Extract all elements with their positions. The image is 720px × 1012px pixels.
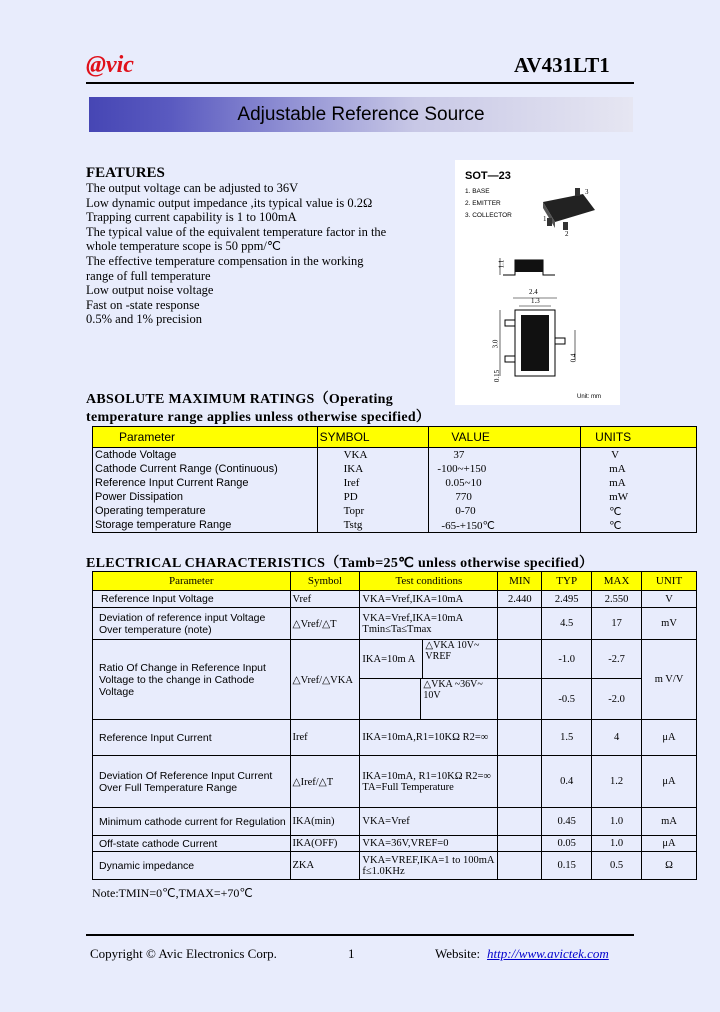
footer-divider: [86, 934, 634, 936]
unit-label: Unit: mm: [577, 394, 601, 400]
cell: 1.5: [542, 720, 592, 756]
table-row: [93, 640, 697, 679]
table-row: [93, 476, 697, 490]
feature-item: Trapping current capability is 1 to 100mA: [86, 210, 297, 225]
cell: μA: [642, 756, 697, 808]
col-header: UNITS: [581, 427, 697, 448]
cell: 1.0: [592, 808, 642, 836]
abs-max-heading: ABSOLUTE MAXIMUM RATINGS（Operating: [86, 392, 394, 407]
feature-item: Low output noise voltage: [86, 283, 214, 298]
col-header: MAX: [592, 572, 642, 591]
table-row: [93, 448, 697, 463]
cell: △Iref/△T: [290, 756, 360, 808]
cell: Operating temperature: [93, 504, 318, 518]
col-header: VALUE: [429, 427, 581, 448]
table-row: [93, 836, 697, 852]
cell: -2.7: [592, 640, 642, 679]
dimension-label: 0.4: [569, 353, 578, 363]
cell: m V/V: [642, 640, 697, 720]
dimension-label: 2.4: [529, 288, 538, 296]
cell: ℃: [581, 518, 697, 533]
cell: VKA=Vref,IKA=10mA Tmin≤Ta≤Tmax: [360, 608, 498, 640]
cell: 0.15: [542, 852, 592, 880]
cell: Cathode Current Range (Continuous): [93, 462, 318, 476]
page-title: Adjustable Reference Source: [237, 104, 485, 125]
dimension-label: 0.15: [493, 369, 502, 383]
cell: mA: [581, 476, 697, 490]
cell: Iref: [317, 476, 429, 490]
cell: [498, 836, 542, 852]
feature-item: The typical value of the equivalent temperature factor in the: [86, 224, 387, 239]
features-heading: FEATURES: [86, 165, 165, 181]
cell: Minimum cathode current for Regulation: [93, 808, 291, 836]
cell: 0-70: [429, 504, 581, 518]
cell: -0.5: [542, 679, 592, 720]
cell: 17: [592, 608, 642, 640]
abs-max-heading-2: temperature range applies unless otherwise specified）: [86, 410, 431, 425]
cell: 0.5: [592, 852, 642, 880]
table-note: Note:TMIN=0℃,TMAX=+70℃: [92, 886, 253, 900]
cell: Dynamic impedance: [93, 852, 291, 880]
table-row: [93, 462, 697, 476]
company-logo: @vic: [86, 52, 134, 78]
cell: Ω: [642, 852, 697, 880]
feature-item: The effective temperature compensation in the working: [86, 253, 364, 268]
col-header: SYMBOL: [317, 427, 429, 448]
cell: Cathode Voltage: [93, 448, 318, 463]
feature-item: whole temperature scope is 50 ppm/℃: [86, 239, 281, 254]
package-diagram: [455, 160, 620, 405]
cell: ZKA: [290, 852, 360, 880]
cell: ℃: [581, 504, 697, 518]
table-row: [93, 608, 697, 640]
cell: 0.45: [542, 808, 592, 836]
cell: -100~+150: [429, 462, 581, 476]
feature-item: The output voltage can be adjusted to 36V: [86, 181, 299, 195]
copyright: Copyright © Avic Electronics Corp.: [90, 946, 277, 961]
package-title: SOT—23: [465, 170, 511, 182]
cell: Reference Input Current Range: [93, 476, 318, 490]
cell: 0.05: [542, 836, 592, 852]
cell: [498, 608, 542, 640]
cell: -65-+150℃: [429, 518, 581, 533]
cell: PD: [317, 490, 429, 504]
cell: Ratio Of Change in Reference Input Voltage to the change in Cathode Voltage: [93, 640, 291, 720]
cell: 1.0: [592, 836, 642, 852]
cell: -1.0: [542, 640, 592, 679]
cell: VKA=Vref: [360, 808, 498, 836]
dimension-label: 3.0: [491, 339, 500, 349]
cell: 1.2: [592, 756, 642, 808]
pin-label: 2. EMITTER: [465, 200, 501, 207]
cell: Storage temperature Range: [93, 518, 318, 533]
feature-item: Low dynamic output impedance ,its typical value is 0.2Ω: [86, 195, 373, 210]
col-header: MIN: [498, 572, 542, 591]
table-row: [93, 518, 697, 533]
col-header: TYP: [542, 572, 592, 591]
cell: μA: [642, 836, 697, 852]
cell: VKA: [317, 448, 429, 463]
table-row: [93, 720, 697, 756]
cell: mA: [642, 808, 697, 836]
part-number: AV431LT1: [514, 53, 610, 77]
cell: -2.0: [592, 679, 642, 720]
header-divider: [86, 82, 634, 84]
table-row: [93, 808, 697, 836]
cell: 4: [592, 720, 642, 756]
feature-item: Fast on -state response: [86, 297, 200, 312]
cell: 0.4: [542, 756, 592, 808]
elec-table: [92, 571, 697, 880]
cell: mW: [581, 490, 697, 504]
cell: [498, 852, 542, 880]
cell: Power Dissipation: [93, 490, 318, 504]
cell: 0.05~10: [429, 476, 581, 490]
website-label: Website:: [435, 946, 481, 961]
page-number: 1: [348, 946, 355, 961]
table-row: [93, 756, 697, 808]
col-header: Parameter: [93, 572, 291, 591]
cell: Reference Input Current: [93, 720, 291, 756]
cell: 2.495: [542, 591, 592, 608]
cell: VKA=36V,VREF=0: [360, 836, 498, 852]
cell: V: [581, 448, 697, 463]
col-header: Test conditions: [360, 572, 498, 591]
features-list: [86, 181, 386, 327]
cell: 770: [429, 490, 581, 504]
col-header: Parameter: [93, 427, 318, 448]
cell: 2.550: [592, 591, 642, 608]
cell: IKA(OFF): [290, 836, 360, 852]
cell: Deviation Of Reference Input Current Over Full Temperature Range: [93, 756, 291, 808]
cell: Iref: [290, 720, 360, 756]
cell: VKA=Vref,IKA=10mA: [360, 591, 498, 608]
website-link[interactable]: http://www.avictek.com: [487, 946, 609, 961]
cell: IKA=10mA,R1=10KΩ R2=∞: [360, 720, 498, 756]
cell: 37: [429, 448, 581, 463]
feature-item: 0.5% and 1% precision: [86, 312, 202, 327]
col-header: Symbol: [290, 572, 360, 591]
cell: Reference Input Voltage: [93, 591, 291, 608]
pin-label: 3. COLLECTOR: [465, 212, 512, 219]
cell: V: [642, 591, 697, 608]
elec-heading: ELECTRICAL CHARACTERISTICS（Tamb=25℃ unless otherwise specified）: [86, 556, 594, 571]
cell: [498, 808, 542, 836]
cell: IKA=10m A: [362, 653, 416, 665]
cell: △VKA 10V~ VREF: [422, 640, 497, 678]
cell: IKA=10mA, R1=10KΩ R2=∞ TA=Full Temperature: [360, 756, 498, 808]
cell: Off-state cathode Current: [93, 836, 291, 852]
cell: △Vref/△T: [290, 608, 360, 640]
pin-number: 1: [543, 215, 547, 223]
pin-label: 1. BASE: [465, 188, 490, 195]
cell: Tstg: [317, 518, 429, 533]
table-row: [93, 490, 697, 504]
cell: μA: [642, 720, 697, 756]
pin-number: 3: [585, 188, 589, 196]
table-row: [93, 852, 697, 880]
abs-max-table: [92, 426, 697, 533]
cell: △VKA ~36V~ 10V: [420, 679, 497, 719]
table-row: [93, 504, 697, 518]
cell: Deviation of reference input Voltage Over temperature (note): [93, 608, 291, 640]
dimension-label: 1.1: [497, 259, 506, 269]
cell: 4.5: [542, 608, 592, 640]
table-row: [93, 591, 697, 608]
cell: [498, 756, 542, 808]
cell: Topr: [317, 504, 429, 518]
package-outline-svg: [455, 160, 620, 405]
col-header: UNIT: [642, 572, 697, 591]
cell: mA: [581, 462, 697, 476]
cell: [498, 720, 542, 756]
feature-item: range of full temperature: [86, 268, 211, 283]
pin-number: 2: [565, 230, 569, 238]
cell: IKA: [317, 462, 429, 476]
cell: mV: [642, 608, 697, 640]
cell: △Vref/△VKA: [290, 640, 360, 720]
cell: VKA=VREF,IKA=1 to 100mA f≤1.0KHz: [360, 852, 498, 880]
cell: Vref: [290, 591, 360, 608]
dimension-label: 1.3: [531, 297, 540, 305]
cell: IKA(min): [290, 808, 360, 836]
cell: 2.440: [498, 591, 542, 608]
